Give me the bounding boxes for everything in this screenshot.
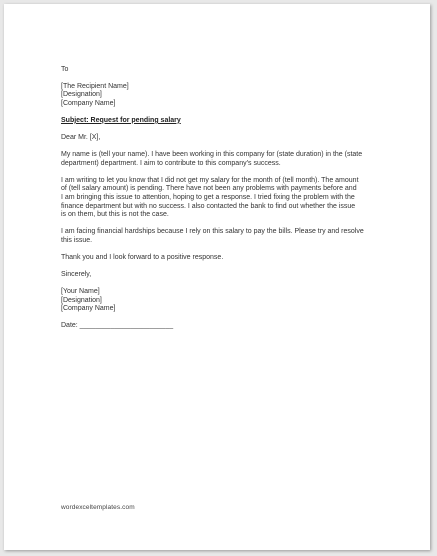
paragraph-line: department) department. I aim to contribute to this company’s success. (61, 159, 281, 167)
paragraph-line: I am bringing this issue to attention, hoping to get a response. I tried fixing the problem with the (61, 193, 355, 201)
recipient-name: [The Recipient Name] (61, 82, 129, 90)
paragraph-line: I am writing to let you know that I did not get my salary for the month of (tell month). The amount (61, 176, 359, 184)
sender-name: [Your Name] (61, 288, 100, 296)
sender-designation: [Designation] (61, 296, 102, 304)
to-label: To (61, 66, 69, 73)
closing: Sincerely, (61, 271, 92, 278)
recipient-company: [Company Name] (61, 99, 116, 107)
letter-body (61, 66, 386, 330)
paragraph-line: finance department but with no success. I also contacted the bank to find out whether the issue (61, 202, 356, 210)
paragraph-line: I am facing financial hardships because I rely on this salary to pay the bills. Please try and resolve (61, 228, 364, 236)
paragraph-intro (61, 151, 386, 168)
subject-line: Subject: Request for pending salary (61, 116, 181, 124)
document-page (4, 4, 430, 550)
paragraph-line: My name is (tell your name). I have been working in this company for (state duration) in the (state (61, 151, 363, 159)
paragraph-hardship (61, 228, 386, 245)
date-line: Date: ________________________ (61, 321, 174, 329)
paragraph-thanks: Thank you and I look forward to a positive response. (61, 253, 224, 261)
recipient-designation: [Designation] (61, 91, 102, 99)
paragraph-line: is on them, but this is not the case. (61, 211, 169, 219)
paragraph-line: of (tell salary amount) is pending. There have not been any problems with payments before and (61, 185, 357, 193)
recipient-block (61, 83, 386, 109)
sender-company: [Company Name] (61, 305, 116, 313)
sender-block (61, 288, 386, 314)
salutation: Dear Mr. [X], (61, 133, 101, 141)
paragraph-line: this issue. (61, 236, 93, 244)
footer-watermark: wordexceltemplates.com (61, 504, 135, 511)
paragraph-issue (61, 177, 386, 220)
